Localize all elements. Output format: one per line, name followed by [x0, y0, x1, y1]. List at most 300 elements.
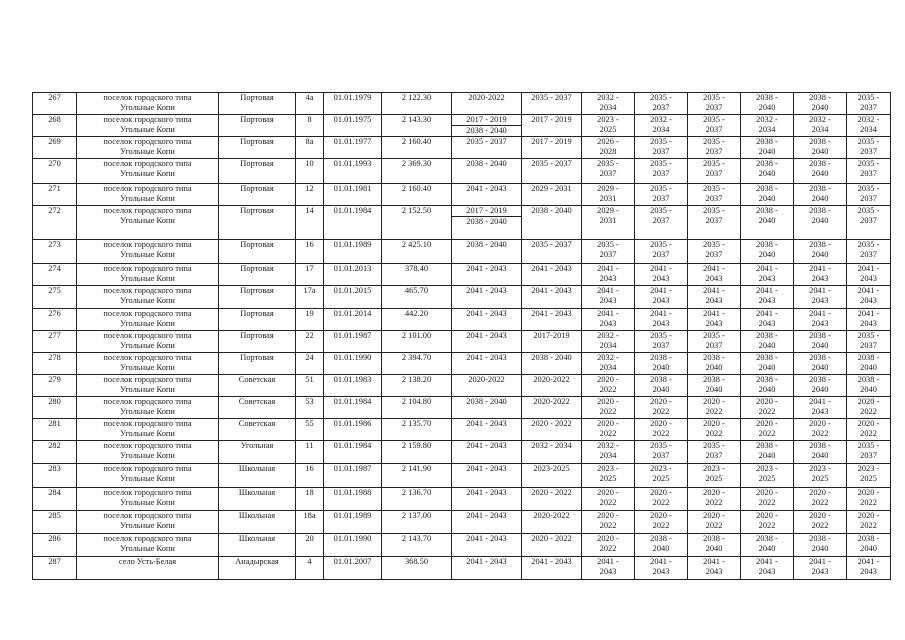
work-period-line: 2040 [758, 215, 776, 225]
work-period-line: 2022 [758, 520, 776, 530]
street-cell: Школьная [219, 511, 296, 534]
work-period-line: 2038 - [756, 331, 778, 340]
table-row [33, 534, 891, 557]
house-number-cell: 53 [296, 397, 324, 419]
repair-period-value: 2035 - 2037 [466, 137, 507, 146]
work-period-cell [688, 488, 741, 511]
house-number-cell: 4 [296, 557, 324, 580]
work-period-line: 2038 - [809, 159, 831, 168]
area-cell: 2 152.50 [382, 206, 452, 240]
work-period-line: 2023 - [597, 115, 619, 124]
work-period-line: 2041 - [809, 286, 831, 295]
work-period-cell [688, 93, 741, 115]
work-period-line: 2037 [652, 340, 670, 350]
table-row [33, 309, 891, 331]
area-cell: 2 101.00 [382, 331, 452, 353]
work-period-line: 2043 [705, 273, 723, 283]
work-period-line: 2022 [811, 428, 829, 438]
work-period-line: 2028 [599, 146, 617, 156]
work-period-line: 2040 [758, 249, 776, 259]
work-period-cell [794, 397, 847, 419]
area-cell: 2 425.10 [382, 240, 452, 264]
work-period-line: 2035 - [650, 240, 672, 249]
repair-period-value: 2041 - 2043 [466, 419, 507, 428]
house-number-cell: 10 [296, 159, 324, 184]
work-period-cell [741, 331, 794, 353]
street-cell: Портовая [219, 264, 296, 286]
street-cell: Портовая [219, 137, 296, 159]
work-period-line: 2035 - [650, 137, 672, 146]
work-period-line: 2023 - [809, 464, 831, 473]
work-period-cell [794, 419, 847, 441]
commission-date-cell: 01.01.2013 [324, 264, 382, 286]
commission-date-cell: 01.01.1984 [324, 206, 382, 240]
work-period-line: 2029 - [597, 206, 619, 215]
work-period-line: 2043 [652, 318, 670, 328]
work-period-line: 2040 [811, 193, 829, 203]
work-period-line: 2020 - [703, 511, 725, 520]
work-period-cell [582, 511, 635, 534]
work-period-line: 2040 [758, 543, 776, 553]
work-period-line: 2025 [599, 473, 617, 483]
work-period-line: 2037 [599, 168, 617, 178]
work-period-cell [635, 115, 688, 137]
work-period-cell [635, 441, 688, 464]
work-period-line: 2026 - [597, 137, 619, 146]
repair-period-primary-cell [452, 159, 522, 184]
work-period-line: 2041 - [597, 309, 619, 318]
work-period-cell [688, 309, 741, 331]
work-period-line: 2037 [652, 249, 670, 259]
table-row [33, 397, 891, 419]
work-period-line: 2043 [860, 566, 877, 576]
work-period-line: 2037 [652, 146, 670, 156]
locality-cell: поселок городского типа Угольные Копи [77, 184, 219, 206]
commission-date-cell: 01.01.1975 [324, 115, 382, 137]
table-row [33, 93, 891, 115]
work-period-line: 2037 [652, 193, 670, 203]
work-period-line: 2035 - [597, 159, 619, 168]
commission-date-cell: 01.01.2007 [324, 557, 382, 580]
work-period-line: 2035 - [703, 93, 725, 102]
repair-period-secondary-cell: 2041 - 2043 [522, 264, 582, 286]
work-period-line: 2022 [599, 384, 617, 394]
work-period-line: 2038 - [809, 375, 831, 384]
locality-cell: поселок городского типа Угольные Копи [77, 441, 219, 464]
work-period-line: 2035 - [650, 184, 672, 193]
work-period-line: 2043 [758, 318, 776, 328]
work-period-line: 2022 [599, 428, 617, 438]
work-period-line: 2038 - [756, 375, 778, 384]
work-period-line: 2041 - [857, 557, 880, 566]
work-period-line: 2035 - [703, 240, 725, 249]
street-cell: Портовая [219, 206, 296, 240]
commission-date-cell: 01.01.1990 [324, 353, 382, 375]
commission-date-cell: 01.01.1988 [324, 488, 382, 511]
work-period-line: 2032 - [650, 115, 672, 124]
work-period-cell [688, 375, 741, 397]
work-period-cell [847, 534, 891, 557]
work-period-line: 2035 - [857, 331, 880, 340]
work-period-line: 2038 - [809, 441, 831, 450]
area-cell: 2 143.30 [382, 115, 452, 137]
work-period-line: 2035 - [857, 159, 880, 168]
work-period-cell [794, 331, 847, 353]
row-number-cell: 285 [33, 511, 77, 534]
work-period-cell [635, 375, 688, 397]
work-period-line: 2035 - [857, 206, 880, 215]
work-period-line: 2020 - [597, 488, 619, 497]
work-period-line: 2038 - [703, 353, 725, 362]
work-period-line: 2040 [758, 384, 776, 394]
repair-period-value: 2038 - 2040 [452, 125, 521, 136]
work-period-line: 2022 [599, 543, 617, 553]
work-period-line: 2035 - [703, 159, 725, 168]
work-period-cell [582, 240, 635, 264]
work-period-cell [741, 375, 794, 397]
work-period-line: 2037 [860, 215, 877, 225]
work-period-line: 2022 [811, 497, 829, 507]
row-number-cell: 278 [33, 353, 77, 375]
work-period-line: 2038 - [809, 353, 831, 362]
work-period-line: 2032 - [597, 93, 619, 102]
work-period-cell [794, 93, 847, 115]
work-period-cell [794, 441, 847, 464]
repair-period-value: 2041 - 2043 [466, 353, 507, 362]
repair-period-primary-cell [452, 511, 522, 534]
work-period-line: 2038 - [756, 534, 778, 543]
work-period-cell [582, 375, 635, 397]
work-period-line: 2040 [705, 362, 723, 372]
work-period-cell [741, 534, 794, 557]
work-period-line: 2032 - [597, 441, 619, 450]
repair-period-primary-cell [452, 488, 522, 511]
table-row [33, 441, 891, 464]
locality-cell: поселок городского типа Угольные Копи [77, 137, 219, 159]
work-period-cell [741, 184, 794, 206]
work-period-line: 2037 [652, 215, 670, 225]
work-period-line: 2035 - [703, 115, 725, 124]
work-period-cell [582, 184, 635, 206]
work-period-line: 2038 - [756, 206, 778, 215]
work-period-line: 2043 [599, 273, 617, 283]
repair-period-primary-cell [452, 206, 522, 240]
work-period-cell [847, 93, 891, 115]
work-period-line: 2035 - [857, 240, 880, 249]
work-period-line: 2041 - [857, 286, 880, 295]
repair-period-value: 2038 - 2040 [452, 216, 521, 227]
work-period-line: 2020 - [650, 511, 672, 520]
repair-period-primary-cell [452, 397, 522, 419]
repair-period-value: 2017 - 2019 [466, 115, 507, 124]
work-period-line: 2041 - [650, 309, 672, 318]
work-period-cell [582, 206, 635, 240]
work-period-cell [635, 557, 688, 580]
work-period-line: 2038 - [857, 375, 880, 384]
commission-date-cell: 01.01.2014 [324, 309, 382, 331]
work-period-line: 2041 - [703, 286, 725, 295]
work-period-line: 2034 [811, 124, 829, 134]
work-period-cell [635, 206, 688, 240]
commission-date-cell: 01.01.1986 [324, 419, 382, 441]
work-period-cell [741, 464, 794, 488]
locality-cell: поселок городского типа Угольные Копи [77, 309, 219, 331]
table-row [33, 511, 891, 534]
work-period-line: 2040 [652, 362, 670, 372]
work-period-cell [582, 137, 635, 159]
work-period-line: 2043 [705, 566, 723, 576]
locality-cell: поселок городского типа Угольные Копи [77, 240, 219, 264]
work-period-line: 2038 - [857, 353, 880, 362]
street-cell: Портовая [219, 353, 296, 375]
commission-date-cell: 01.01.1990 [324, 534, 382, 557]
work-period-cell [794, 309, 847, 331]
work-period-line: 2038 - [857, 534, 880, 543]
work-period-line: 2037 [705, 102, 723, 112]
street-cell: Портовая [219, 240, 296, 264]
row-number-cell: 281 [33, 419, 77, 441]
work-period-line: 2038 - [809, 93, 831, 102]
work-period-cell [688, 464, 741, 488]
work-period-cell [847, 137, 891, 159]
row-number-cell: 273 [33, 240, 77, 264]
work-period-cell [582, 309, 635, 331]
repair-period-value: 2038 - 2040 [466, 159, 507, 168]
house-number-cell: 19 [296, 309, 324, 331]
work-period-line: 2025 [758, 473, 776, 483]
house-number-cell: 22 [296, 331, 324, 353]
house-number-cell: 16 [296, 240, 324, 264]
work-period-line: 2020 - [756, 419, 778, 428]
work-period-line: 2040 [811, 146, 829, 156]
area-cell: 2 160.40 [382, 184, 452, 206]
table-row [33, 206, 891, 240]
locality-cell: поселок городского типа Угольные Копи [77, 115, 219, 137]
repair-period-value: 2038 - 2040 [466, 240, 507, 249]
work-period-line: 2022 [705, 520, 723, 530]
row-number-cell: 282 [33, 441, 77, 464]
work-period-line: 2040 [758, 168, 776, 178]
locality-cell: поселок городского типа Угольные Копи [77, 159, 219, 184]
area-cell: 2 143.70 [382, 534, 452, 557]
street-cell: Советская [219, 375, 296, 397]
street-cell: Советская [219, 419, 296, 441]
work-period-line: 2022 [705, 497, 723, 507]
work-period-line: 2037 [860, 249, 877, 259]
work-period-line: 2043 [758, 295, 776, 305]
repair-period-primary-cell [452, 137, 522, 159]
work-period-line: 2020 - [650, 397, 672, 406]
work-period-cell [741, 441, 794, 464]
street-cell: Школьная [219, 534, 296, 557]
house-number-cell: 18 [296, 488, 324, 511]
housing-schedule-table [32, 92, 891, 580]
work-period-line: 2020 - [809, 419, 831, 428]
area-cell: 2 160.40 [382, 137, 452, 159]
work-period-line: 2034 [652, 124, 670, 134]
repair-period-secondary-cell: 2017-2019 [522, 331, 582, 353]
work-period-line: 2022 [860, 428, 877, 438]
work-period-cell [847, 557, 891, 580]
work-period-line: 2035 - [857, 441, 880, 450]
work-period-line: 2032 - [857, 115, 880, 124]
street-cell: Школьная [219, 464, 296, 488]
repair-period-primary-cell [452, 419, 522, 441]
work-period-line: 2035 - [650, 331, 672, 340]
street-cell: Угольная [219, 441, 296, 464]
repair-period-secondary-cell: 2020 - 2022 [522, 419, 582, 441]
repair-period-value: 2041 - 2043 [466, 286, 507, 295]
area-cell: 378.40 [382, 264, 452, 286]
work-period-cell [847, 309, 891, 331]
work-period-line: 2037 [860, 168, 877, 178]
work-period-line: 2034 [599, 340, 617, 350]
area-cell: 2 138.20 [382, 375, 452, 397]
table-row [33, 159, 891, 184]
work-period-line: 2022 [599, 497, 617, 507]
work-period-cell [688, 419, 741, 441]
commission-date-cell: 01.01.1993 [324, 159, 382, 184]
work-period-line: 2037 [599, 249, 617, 259]
work-period-cell [582, 397, 635, 419]
work-period-line: 2040 [811, 384, 829, 394]
work-period-line: 2020 - [650, 488, 672, 497]
house-number-cell: 24 [296, 353, 324, 375]
row-number-cell: 267 [33, 93, 77, 115]
work-period-cell [741, 511, 794, 534]
work-period-line: 2038 - [756, 240, 778, 249]
repair-period-secondary-cell: 2035 - 2037 [522, 240, 582, 264]
street-cell: Портовая [219, 286, 296, 309]
repair-period-secondary-cell: 2038 - 2040 [522, 353, 582, 375]
work-period-line: 2020 - [597, 397, 619, 406]
work-period-line: 2020 - [597, 375, 619, 384]
repair-period-secondary-cell: 2020-2022 [522, 511, 582, 534]
street-cell: Анадырская [219, 557, 296, 580]
work-period-line: 2041 - [703, 264, 725, 273]
work-period-cell [688, 264, 741, 286]
work-period-line: 2038 - [809, 240, 831, 249]
work-period-line: 2038 - [756, 137, 778, 146]
work-period-cell [688, 240, 741, 264]
work-period-cell [847, 264, 891, 286]
work-period-line: 2020 - [809, 488, 831, 497]
work-period-line: 2022 [652, 520, 670, 530]
work-period-cell [688, 331, 741, 353]
work-period-line: 2041 - [703, 309, 725, 318]
work-period-line: 2040 [758, 340, 776, 350]
house-number-cell: 55 [296, 419, 324, 441]
work-period-line: 2043 [860, 273, 877, 283]
area-cell: 465.70 [382, 286, 452, 309]
work-period-line: 2043 [811, 318, 829, 328]
work-period-cell [794, 240, 847, 264]
locality-cell: поселок городского типа Угольные Копи [77, 93, 219, 115]
work-period-line: 2043 [758, 566, 776, 576]
work-period-line: 2040 [705, 384, 723, 394]
work-period-line: 2022 [652, 406, 670, 416]
row-number-cell: 276 [33, 309, 77, 331]
locality-cell: село Усть-Белая [77, 557, 219, 580]
commission-date-cell: 01.01.1984 [324, 441, 382, 464]
table-row [33, 286, 891, 309]
repair-period-secondary-cell: 2041 - 2043 [522, 309, 582, 331]
work-period-cell [794, 557, 847, 580]
work-period-cell [741, 286, 794, 309]
work-period-line: 2020 - [857, 419, 880, 428]
work-period-line: 2043 [758, 273, 776, 283]
work-period-line: 2041 - [809, 309, 831, 318]
work-period-cell [741, 240, 794, 264]
street-cell: Портовая [219, 331, 296, 353]
row-number-cell: 275 [33, 286, 77, 309]
work-period-cell [794, 159, 847, 184]
house-number-cell: 16 [296, 464, 324, 488]
work-period-line: 2040 [811, 340, 829, 350]
work-period-line: 2034 [599, 450, 617, 460]
work-period-cell [741, 115, 794, 137]
work-period-cell [688, 511, 741, 534]
row-number-cell: 283 [33, 464, 77, 488]
work-period-line: 2043 [652, 566, 670, 576]
work-period-line: 2041 - [809, 557, 831, 566]
house-number-cell: 8а [296, 137, 324, 159]
work-period-line: 2020 - [597, 534, 619, 543]
repair-period-secondary-cell: 2017 - 2019 [522, 115, 582, 137]
repair-period-primary-cell [452, 264, 522, 286]
work-period-line: 2035 - [703, 331, 725, 340]
locality-cell: поселок городского типа Угольные Копи [77, 286, 219, 309]
house-number-cell: 17а [296, 286, 324, 309]
work-period-line: 2035 - [597, 240, 619, 249]
work-period-line: 2022 [758, 428, 776, 438]
work-period-cell [794, 206, 847, 240]
work-period-line: 2043 [599, 566, 617, 576]
work-period-line: 2040 [758, 146, 776, 156]
repair-period-value: 2041 - 2043 [466, 464, 507, 473]
work-period-line: 2040 [652, 543, 670, 553]
work-period-cell [847, 353, 891, 375]
work-period-line: 2040 [811, 450, 829, 460]
work-period-cell [847, 240, 891, 264]
work-period-cell [635, 309, 688, 331]
work-period-cell [688, 286, 741, 309]
work-period-line: 2040 [811, 215, 829, 225]
row-number-cell: 274 [33, 264, 77, 286]
work-period-line: 2023 - [756, 464, 778, 473]
commission-date-cell: 01.01.1987 [324, 464, 382, 488]
work-period-cell [794, 511, 847, 534]
work-period-line: 2040 [811, 102, 829, 112]
table-row [33, 115, 891, 137]
work-period-cell [635, 397, 688, 419]
work-period-line: 2037 [860, 450, 877, 460]
work-period-line: 2035 - [703, 441, 725, 450]
row-number-cell: 272 [33, 206, 77, 240]
work-period-line: 2037 [705, 340, 723, 350]
work-period-line: 2023 - [597, 464, 619, 473]
street-cell: Советская [219, 397, 296, 419]
work-period-cell [794, 184, 847, 206]
work-period-line: 2037 [705, 249, 723, 259]
work-period-line: 2034 [599, 102, 617, 112]
work-period-line: 2038 - [650, 353, 672, 362]
repair-period-value: 2041 - 2043 [466, 488, 507, 497]
work-period-cell [635, 464, 688, 488]
work-period-line: 2043 [811, 406, 829, 416]
work-period-line: 2041 - [809, 397, 831, 406]
table-body [33, 93, 891, 580]
